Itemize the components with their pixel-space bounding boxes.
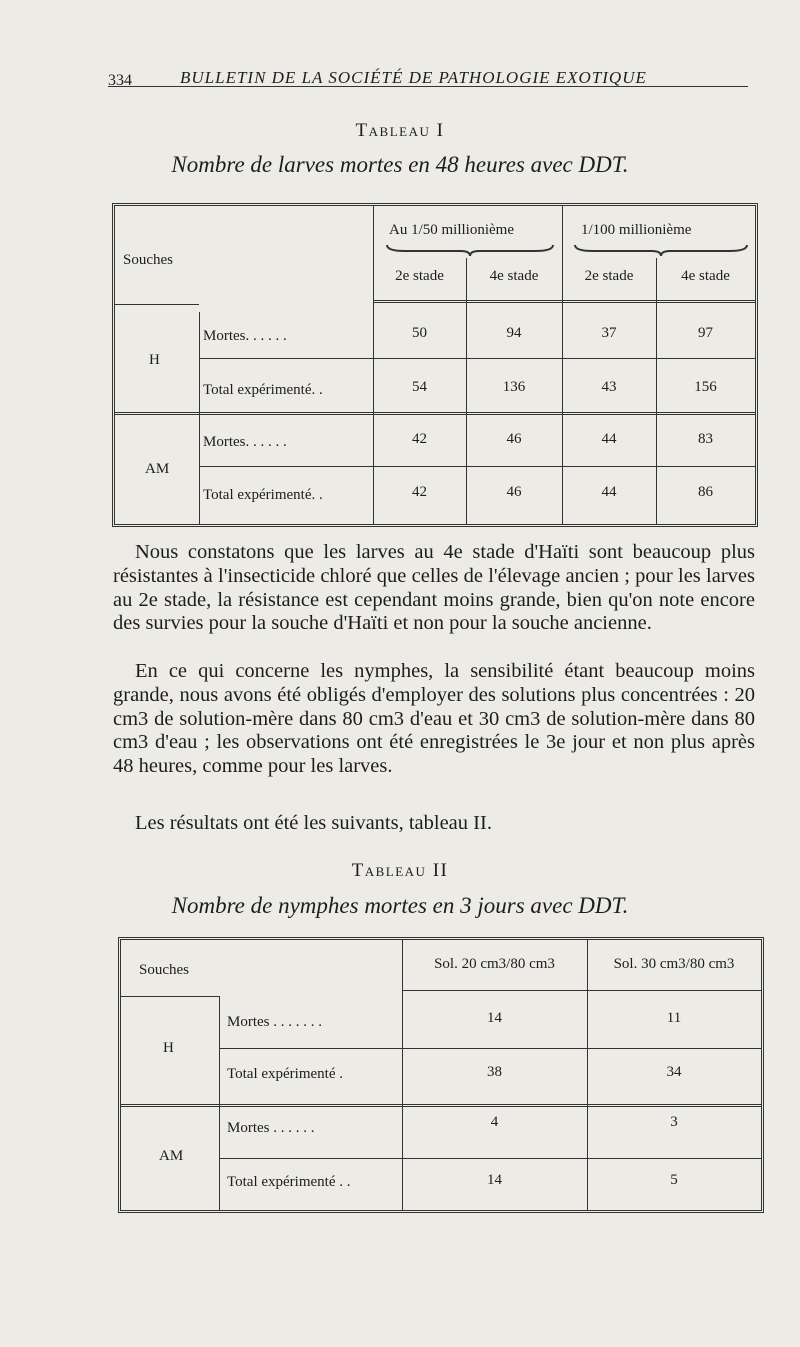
table1-cell: 136 [502, 379, 526, 395]
table1-group-header: 1/100 millionième [581, 222, 692, 238]
table1-cell: 94 [506, 325, 522, 341]
table2-row-label: Mortes . . . . . . [227, 1120, 315, 1136]
table1-souche-label: AM [145, 461, 170, 477]
table1-cell: 97 [698, 325, 713, 341]
table1-souche-label: H [149, 352, 160, 368]
table1-brace-2 [573, 243, 749, 257]
table1-caption: Nombre de larves mortes en 48 heures avec DDT. [171, 152, 629, 177]
table1-cell: 42 [412, 431, 427, 447]
table2-souches-header: Souches [139, 962, 189, 978]
table1-cell: 86 [698, 484, 713, 500]
table1-cell: 42 [412, 484, 427, 500]
body-paragraph: Les résultats ont été les suivants, tableau II. [135, 812, 492, 834]
running-head [108, 60, 748, 87]
table2-cell: 3 [670, 1114, 678, 1130]
table2-cell: 4 [490, 1114, 499, 1130]
table2-title: Tableau II [351, 860, 449, 881]
table1-cell: 44 [601, 431, 617, 447]
table1-brace-1 [385, 243, 555, 257]
table2-row-label: Total expérimenté . [227, 1066, 343, 1082]
table1-cell: 50 [412, 325, 427, 341]
table1-group-header: Au 1/50 millionième [389, 222, 514, 238]
table2-cell: 11 [666, 1010, 682, 1026]
table2-cell: 14 [487, 1172, 502, 1188]
table2-souche-label: H [163, 1040, 174, 1056]
table1 [112, 203, 758, 527]
table1-row-label: Mortes. . . . . . [203, 328, 287, 344]
table2-cell: 34 [666, 1064, 682, 1080]
table2-col-header: Sol. 30 cm3/80 cm3 [613, 956, 735, 972]
table1-row-label: Total expérimenté. . [203, 487, 323, 503]
table2-cell: 5 [670, 1172, 678, 1188]
table1-cell: 156 [694, 379, 717, 395]
table2-cell: 38 [487, 1064, 502, 1080]
table1-row-label: Total expérimenté. . [203, 382, 323, 398]
table1-cell: 46 [506, 484, 522, 500]
table1-subheader: 4e stade [489, 268, 539, 284]
table1-cell: 46 [506, 431, 522, 447]
table2-row-label: Total expérimenté . . [227, 1174, 351, 1190]
table1-cell: 54 [412, 379, 427, 395]
table1-souches-header: Souches [123, 252, 173, 268]
body-paragraph: Nous constatons que les larves au 4e stade d'Haïti sont beaucoup plus résistantes à l'insecticide chloré que celles de l'élevage ancien ; pour les larves au 2e stade, la résistance est cependant moins grande, bien qu'on note encore des survies pour la souche d'Haïti et non pour la souche ancienne. [113, 541, 755, 635]
table2-cell: 14 [487, 1010, 502, 1026]
table1-cell: 37 [601, 325, 617, 341]
table2 [118, 937, 764, 1213]
page-number: 334 [108, 72, 132, 89]
table1-row-label: Mortes. . . . . . [203, 434, 287, 450]
table1-subheader: 4e stade [681, 268, 730, 284]
body-paragraph: En ce qui concerne les nymphes, la sensibilité étant beaucoup moins grande, nous avons été obligés d'employer des solutions plus concentrées : 20 cm3 de solution-mère dans 80 cm3 d'eau et 30 cm3 de solution-mère dans 80 cm3 d'eau ; les observations ont été enregistrées le 3e jour et non plus après 48 heures, comme pour les larves. [113, 660, 755, 778]
table1-title: Tableau I [355, 120, 445, 141]
table2-caption: Nombre de nymphes mortes en 3 jours avec DDT. [171, 893, 629, 918]
journal-title: BULLETIN DE LA SOCIÉTÉ DE PATHOLOGIE EXOTIQUE [180, 68, 647, 87]
table1-cell: 83 [698, 431, 713, 447]
table2-row-label: Mortes . . . . . . . [227, 1014, 322, 1030]
table2-souche-label: AM [159, 1148, 184, 1164]
table2-col-header: Sol. 20 cm3/80 cm3 [434, 956, 555, 972]
table1-subheader: 2e stade [584, 268, 634, 284]
table1-cell: 43 [601, 379, 617, 395]
table1-cell: 44 [601, 484, 617, 500]
table1-subheader: 2e stade [395, 268, 444, 284]
